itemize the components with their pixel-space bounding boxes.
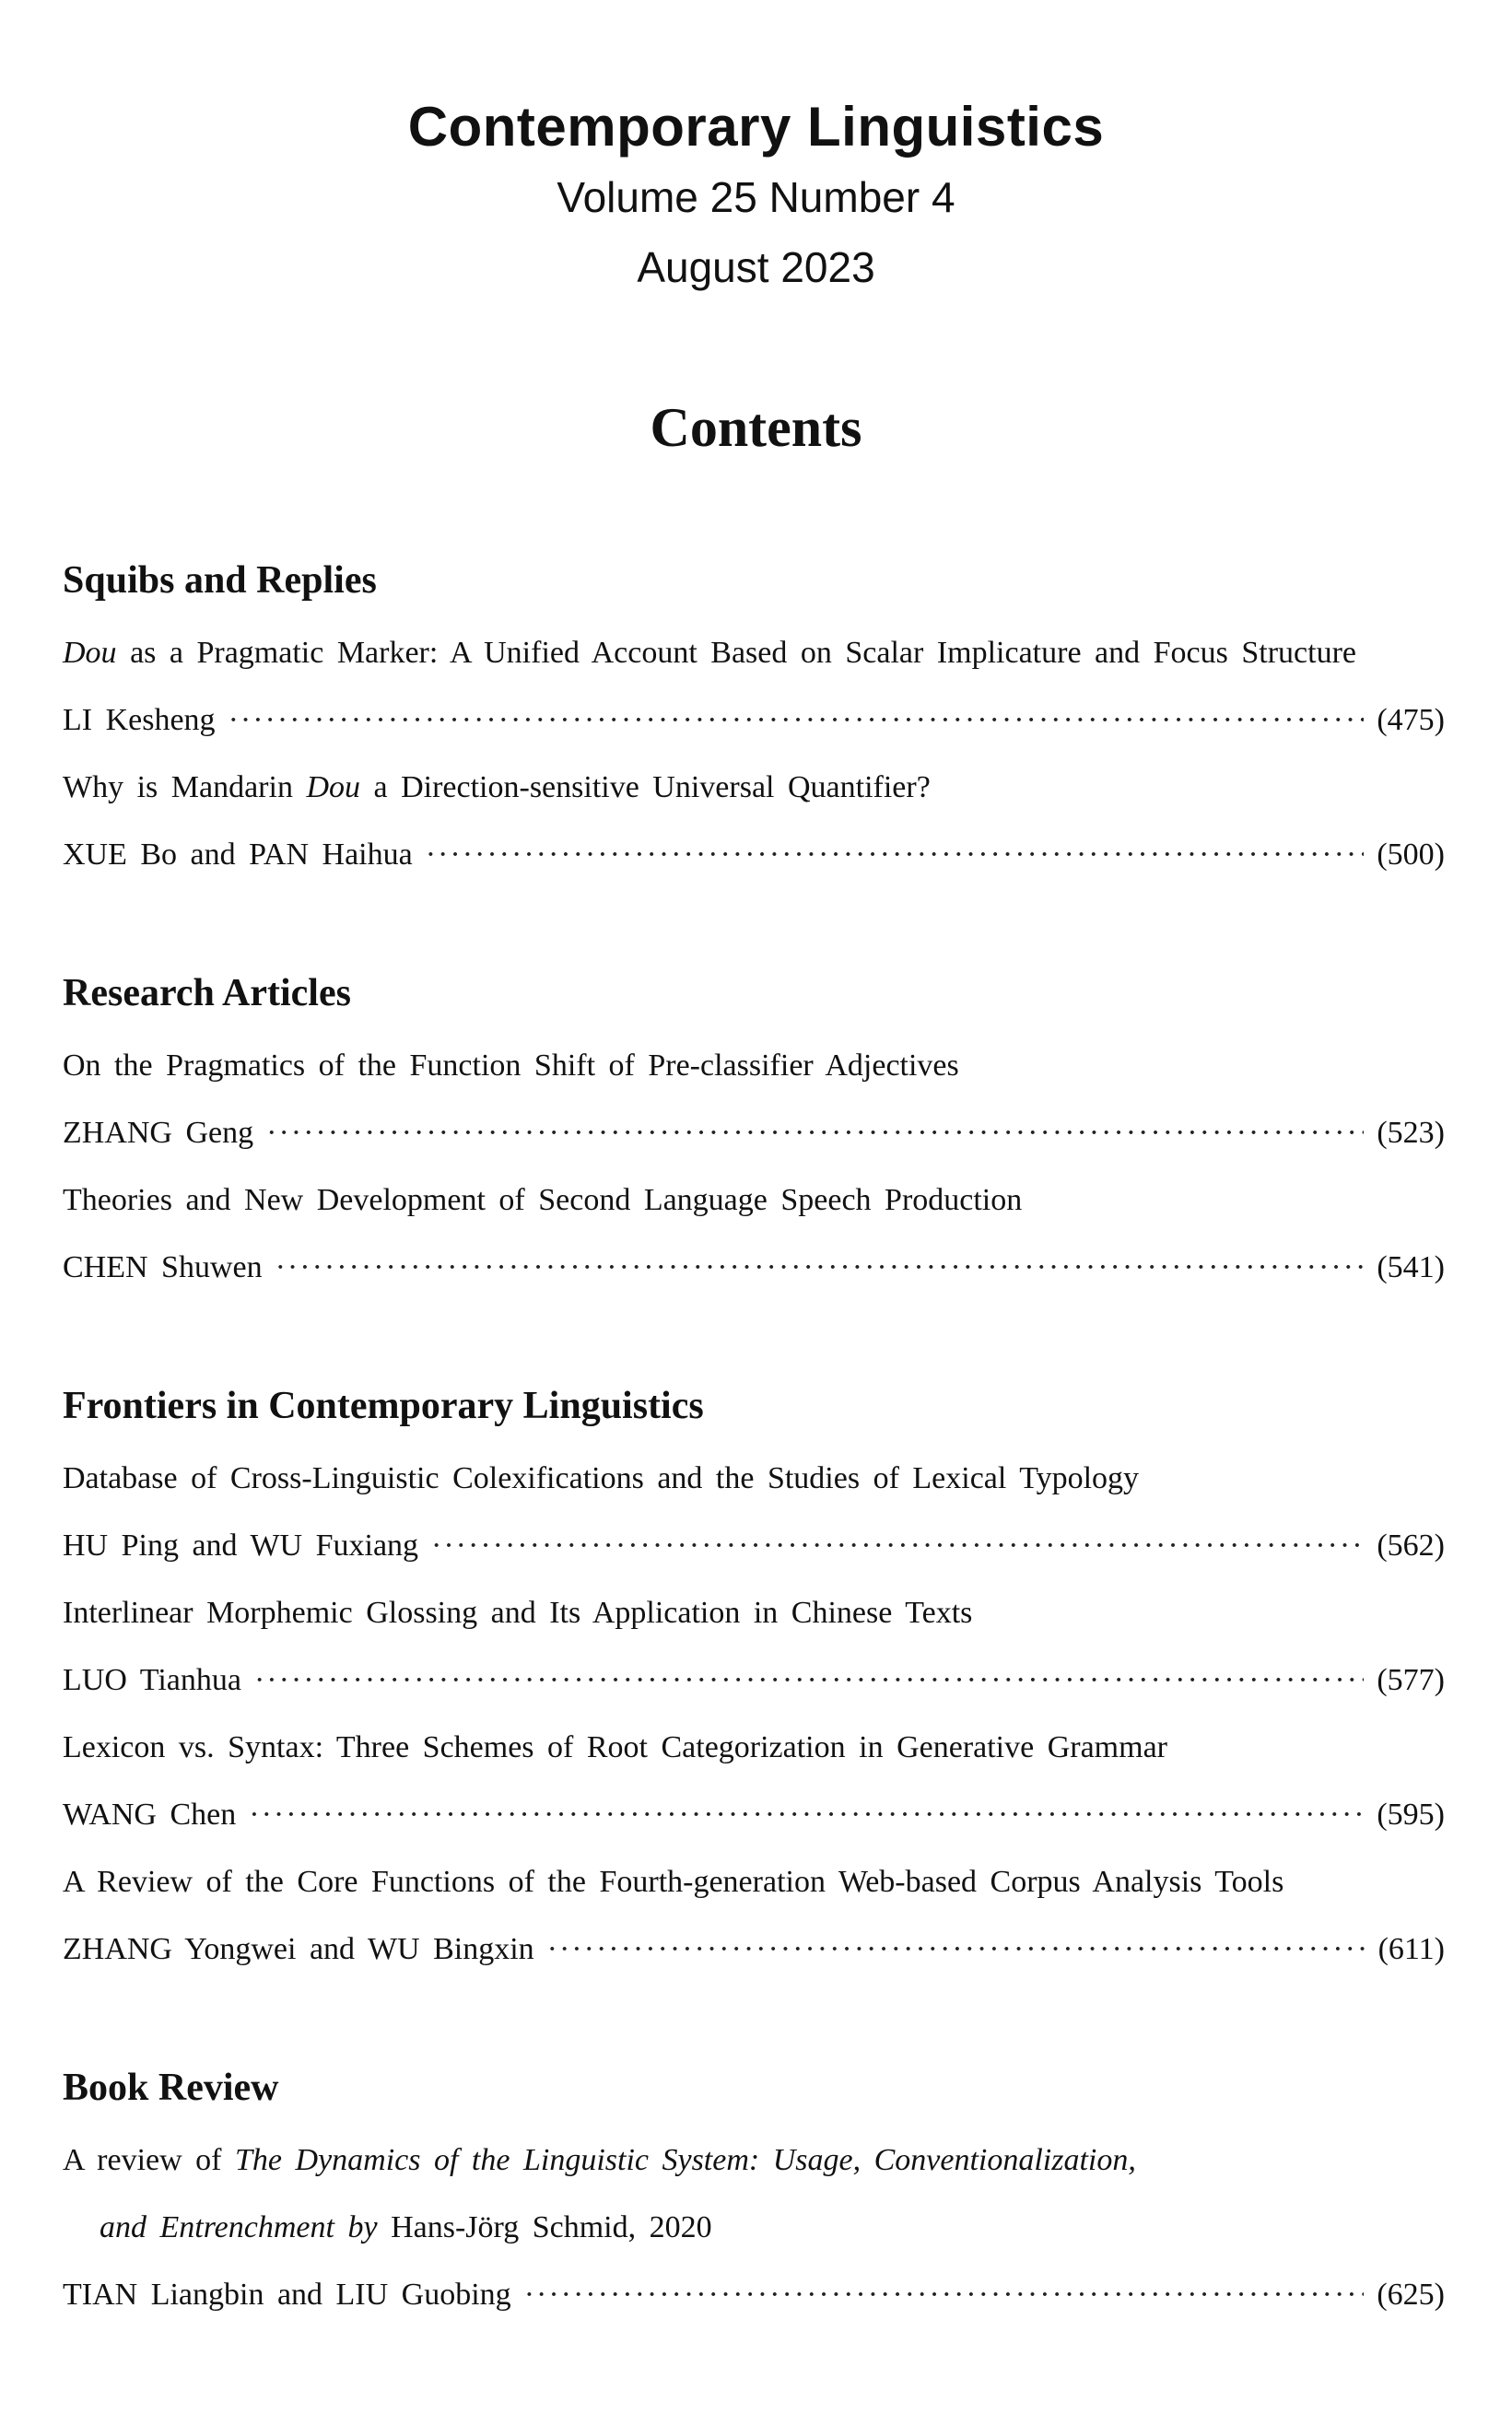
entry-title[interactable]: Lexicon vs. Syntax: Three Schemes of Root Categorization in Generative Grammar [63,1730,1167,1764]
entry-authors: CHEN Shuwen [63,1250,263,1284]
toc-entry [63,619,1445,754]
entry-title-italic: and Entrenchment [100,2210,334,2244]
entry-page: (523) [1377,1116,1445,1150]
entry-page: (475) [1377,703,1445,737]
entry-authors: WANG Chen [63,1798,237,1832]
entry-title-suffix: Hans-Jörg Schmid, 2020 [391,2210,712,2244]
dot-leader [266,1099,1364,1166]
dot-leader [275,1234,1365,1301]
entry-page: (562) [1377,1529,1445,1563]
toc-entry [63,754,1445,888]
dot-leader [229,686,1365,754]
author-line [63,1646,1445,1714]
entry-authors: LUO Tianhua [63,1663,241,1697]
toc-entry [63,1445,1445,1579]
entry-page: (611) [1377,1932,1445,1966]
author-line [63,1781,1445,1848]
toc-entry [63,1166,1445,1301]
entry-title[interactable]: Database of Cross-Linguistic Colexifications and the Studies of Lexical Typology [63,1461,1140,1495]
entry-title-suffix: a Direction-sensitive Universal Quantifier? [360,770,931,804]
author-line [63,821,1445,888]
entry-page: (625) [1377,2278,1445,2312]
entry-title[interactable]: Interlinear Morphemic Glossing and Its Application in Chinese Texts [63,1596,973,1630]
entry-page: (577) [1377,1663,1445,1697]
entry-title[interactable] [63,754,1445,821]
entry-page: (541) [1377,1250,1445,1284]
dot-leader [426,821,1365,888]
journal-header [0,92,1512,302]
entry-title-prefix: A review of [63,2143,236,2177]
toc-entry [63,1848,1445,1983]
entry-title-prefix: Why is Mandarin [63,770,307,804]
section-title: Squibs and Replies [63,559,377,602]
dot-leader [524,2261,1365,2328]
entry-title-italic: Dou [63,636,117,670]
author-line [63,1234,1445,1301]
entry-title[interactable]: On the Pragmatics of the Function Shift of Pre-classifier Adjectives [63,1048,959,1083]
entry-title[interactable] [63,2126,1445,2194]
entry-title-italic: Dou [306,770,361,804]
entry-title[interactable]: Theories and New Development of Second Language Speech Production [63,1183,1023,1217]
volume-line: Volume 25 Number 4 [557,173,955,221]
dot-leader [547,1915,1365,1983]
toc-entry [63,2126,1445,2328]
entry-title-continuation[interactable] [63,2194,1445,2261]
entry-authors: ZHANG Geng [63,1116,254,1150]
toc-entry [63,1714,1445,1848]
section-squibs-and-replies [63,545,1445,888]
entry-authors: XUE Bo and PAN Haihua [63,838,413,872]
entry-authors: LI Kesheng [63,703,216,737]
toc-entry [63,1032,1445,1166]
entry-page: (595) [1377,1798,1445,1832]
author-line [63,1099,1445,1166]
entry-authors: TIAN Liangbin and LIU Guobing [63,2278,511,2312]
entry-page: (500) [1377,838,1445,872]
entry-authors: ZHANG Yongwei and WU Bingxin [63,1932,534,1966]
entry-title[interactable]: A Review of the Core Functions of the Fourth-generation Web-based Corpus Analysis Tools [63,1865,1284,1899]
dot-leader [249,1781,1364,1848]
author-line [63,686,1445,754]
entry-title[interactable] [63,619,1445,686]
section-frontiers [63,1371,1445,1983]
journal-title: Contemporary Linguistics [407,96,1105,158]
entry-title-by: by [334,2210,392,2244]
section-title: Frontiers in Contemporary Linguistics [63,1385,704,1427]
author-line [63,1915,1445,1983]
dot-leader [431,1512,1364,1579]
dot-leader [254,1646,1364,1714]
section-title: Research Articles [63,972,351,1014]
section-book-review [63,2053,1445,2328]
entry-authors: HU Ping and WU Fuxiang [63,1529,419,1563]
contents-heading: Contents [650,397,862,458]
toc-entry [63,1579,1445,1714]
entry-title-italic: The Dynamics of the Linguistic System: Usage, Conventionalization, [235,2143,1136,2177]
table-of-contents [63,545,1445,2398]
entry-title-text: as a Pragmatic Marker: A Unified Account Based on Scalar Implicature and Focus Structure [116,636,1356,670]
section-title: Book Review [63,2067,279,2109]
date-line: August 2023 [637,243,875,291]
section-research-articles [63,958,1445,1301]
author-line [63,1512,1445,1579]
author-line [63,2261,1445,2328]
